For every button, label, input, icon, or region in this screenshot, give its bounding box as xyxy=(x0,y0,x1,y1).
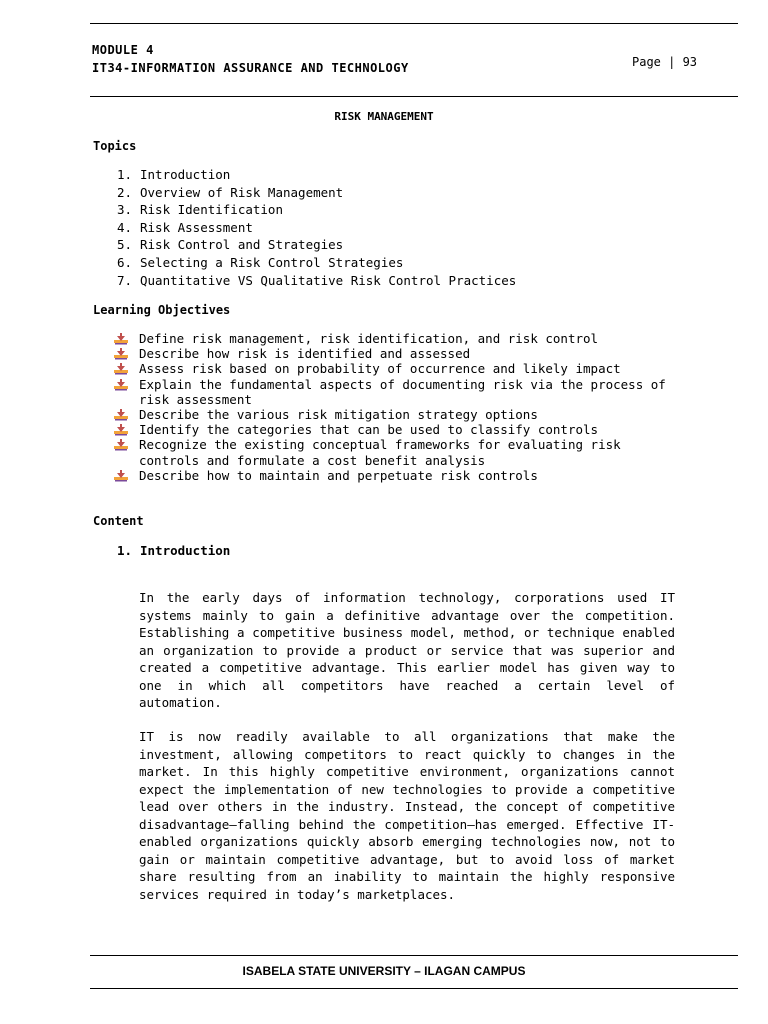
topic-item xyxy=(117,236,516,254)
course-title: IT34-INFORMATION ASSURANCE AND TECHNOLOGY xyxy=(92,61,409,75)
topics-heading: Topics xyxy=(93,139,137,153)
topic-text: Selecting a Risk Control Strategies xyxy=(140,254,404,270)
objective-item xyxy=(114,407,679,422)
intro-paragraph-1: In the early days of information technology, corporations used IT systems mainly to gain a definitive advantage over the competition. Establishing a competitive business model, method, or technique enabled an organization to provide a product or service that was superior and created a competitive advantage. This earlier model has given way to one in which all competitors have reached a certain level of automation. xyxy=(139,590,675,710)
objective-item xyxy=(114,331,679,346)
objective-text: Explain the fundamental aspects of documenting risk via the process of risk assessment xyxy=(139,376,666,407)
header-top-rule xyxy=(90,23,738,24)
topic-item xyxy=(117,166,516,184)
arrow-bullet-icon xyxy=(114,424,128,436)
footer-bottom-rule xyxy=(90,988,738,989)
footer-institution: ISABELA STATE UNIVERSITY – ILAGAN CAMPUS xyxy=(242,964,526,978)
arrow-bullet-icon xyxy=(114,409,128,421)
intro-heading-text: Introduction xyxy=(140,543,231,558)
topic-number: 5. xyxy=(117,237,133,253)
objective-text: Describe how risk is identified and assessed xyxy=(139,346,471,362)
content-heading: Content xyxy=(93,514,144,528)
objective-text: Recognize the existing conceptual frameworks for evaluating risk controls and formulate a cost benefit analysis xyxy=(139,437,621,468)
objective-item xyxy=(114,437,679,467)
topic-item xyxy=(117,219,516,237)
topic-text: Risk Identification xyxy=(140,202,283,218)
arrow-bullet-icon xyxy=(114,439,128,451)
arrow-bullet-icon xyxy=(114,348,128,360)
arrow-bullet-icon xyxy=(114,470,128,482)
footer-top-rule xyxy=(90,955,738,956)
arrow-bullet-icon xyxy=(114,333,128,345)
topic-item xyxy=(117,254,516,272)
intro-heading xyxy=(117,543,230,558)
header-bottom-rule xyxy=(90,96,738,97)
objectives-list xyxy=(114,331,679,483)
topic-item xyxy=(117,201,516,219)
topic-text: Risk Assessment xyxy=(140,219,253,235)
arrow-bullet-icon xyxy=(114,363,128,375)
objective-item xyxy=(114,468,679,483)
topic-text: Introduction xyxy=(140,167,231,182)
topic-text: Risk Control and Strategies xyxy=(140,237,344,253)
intro-heading-number: 1. xyxy=(117,543,133,558)
topic-number: 4. xyxy=(117,219,133,235)
topic-text: Overview of Risk Management xyxy=(140,184,344,200)
topic-item xyxy=(117,272,516,290)
module-label: MODULE 4 xyxy=(92,43,154,57)
topic-number: 2. xyxy=(117,184,133,200)
intro-paragraph-2: IT is now readily available to all organizations that make the investment, allowing competitors to react quickly to changes in the market. In this highly competitive environment, organizations cannot expect the implementation of new technologies to provide a competitive lead over others in the industry. Instead, the concept of competitive disadvantage—falling behind the competition—has emerged. Effective IT-enabled organizations quickly absorb emerging technologies now, not to gain or maintain competitive advantage, but to avoid loss of market share resulting from an inability to maintain the highly responsive services required in today’s marketplaces. xyxy=(139,729,675,902)
topic-number: 7. xyxy=(117,272,133,288)
topic-item xyxy=(117,184,516,202)
topic-number: 6. xyxy=(117,254,133,270)
objective-text: Identify the categories that can be used to classify controls xyxy=(139,422,599,438)
objective-item xyxy=(114,361,679,376)
objective-item xyxy=(114,346,679,361)
objective-item xyxy=(114,377,679,407)
objective-text: Assess risk based on probability of occurrence and likely impact xyxy=(139,361,621,377)
topics-list xyxy=(117,166,516,289)
objective-item xyxy=(114,422,679,437)
page-number: Page | 93 xyxy=(632,55,698,69)
document-title: RISK MANAGEMENT xyxy=(334,110,434,123)
objective-text: Describe the various risk mitigation strategy options xyxy=(139,407,538,423)
topic-number: 1. xyxy=(117,167,133,182)
objective-text: Describe how to maintain and perpetuate risk controls xyxy=(139,467,538,483)
topic-text: Quantitative VS Qualitative Risk Control Practices xyxy=(140,272,517,288)
arrow-bullet-icon xyxy=(114,379,128,391)
objective-text: Define risk management, risk identification, and risk control xyxy=(139,331,599,346)
objectives-heading: Learning Objectives xyxy=(93,303,231,317)
topic-number: 3. xyxy=(117,202,133,218)
